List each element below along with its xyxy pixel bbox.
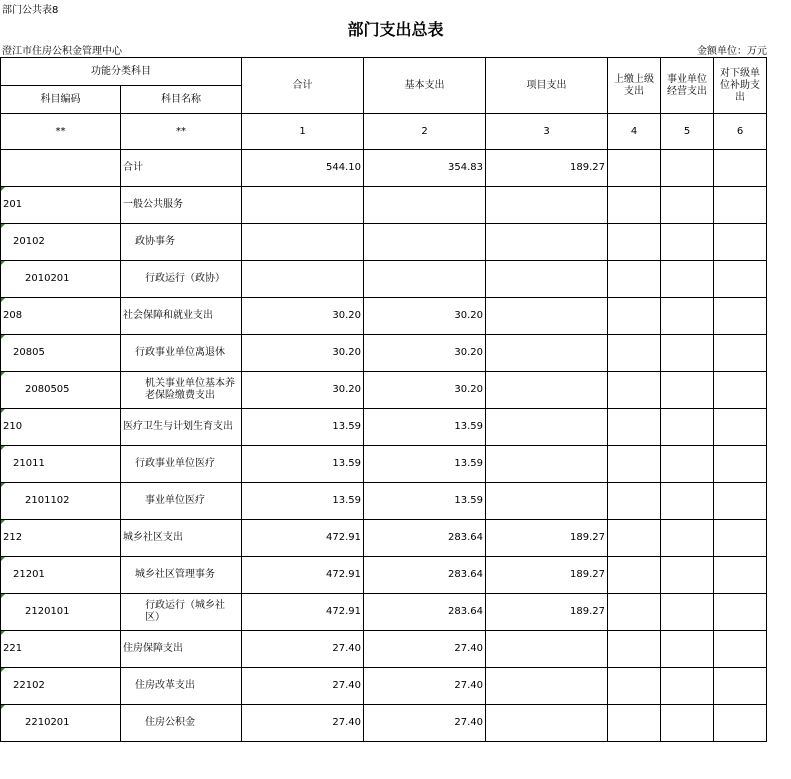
- cell-basic: 30.20: [364, 372, 486, 409]
- cell-business: [661, 483, 714, 520]
- cell-project: [486, 446, 608, 483]
- cell-lower: [714, 372, 767, 409]
- cell-name: 机关事业单位基本养老保险缴费支出: [121, 372, 242, 409]
- cell-total: 27.40: [242, 631, 364, 668]
- table-row: [1, 261, 767, 298]
- cell-code: 210: [1, 409, 121, 446]
- cell-name: 住房保障支出: [121, 631, 242, 668]
- cell-name: 一般公共服务: [121, 187, 242, 224]
- cell-upper: [608, 150, 661, 187]
- cell-business: [661, 446, 714, 483]
- cell-upper: [608, 520, 661, 557]
- cell-project: [486, 409, 608, 446]
- cell-upper: [608, 668, 661, 705]
- cell-business: [661, 594, 714, 631]
- cell-business: [661, 335, 714, 372]
- cell-total: [242, 224, 364, 261]
- cell-name: 社会保障和就业支出: [121, 298, 242, 335]
- cell-total: 13.59: [242, 446, 364, 483]
- cell-code: 201: [1, 187, 121, 224]
- cell-upper: [608, 409, 661, 446]
- cell-business: [661, 668, 714, 705]
- cell-project: [486, 261, 608, 298]
- cell-total: 27.40: [242, 705, 364, 742]
- cell-lower: [714, 261, 767, 298]
- cell-total: [242, 261, 364, 298]
- cell-basic: 27.40: [364, 705, 486, 742]
- amount-unit: 金额单位：万元: [697, 46, 767, 57]
- cell-upper: [608, 631, 661, 668]
- cell-project: [486, 483, 608, 520]
- cell-total: 13.59: [242, 483, 364, 520]
- expenditure-table: [0, 57, 767, 742]
- cell-upper: [608, 187, 661, 224]
- cell-total: 30.20: [242, 335, 364, 372]
- table-row: [1, 446, 767, 483]
- cell-basic: 13.59: [364, 483, 486, 520]
- cell-project: 189.27: [486, 557, 608, 594]
- cell-project: [486, 298, 608, 335]
- cell-upper: [608, 483, 661, 520]
- cell-name: 行政运行（城乡社区）: [121, 594, 242, 631]
- cell-code: 20805: [1, 335, 121, 372]
- cell-basic: 283.64: [364, 594, 486, 631]
- cell-lower: [714, 187, 767, 224]
- cell-total: 472.91: [242, 557, 364, 594]
- cell-upper: [608, 261, 661, 298]
- cell-upper: [608, 224, 661, 261]
- index-cell: 2: [364, 114, 486, 150]
- table-row: [1, 224, 767, 261]
- cell-name: 行政运行（政协）: [121, 261, 242, 298]
- header-code: 科目编码: [1, 86, 121, 114]
- cell-code: 21011: [1, 446, 121, 483]
- cell-basic: 13.59: [364, 409, 486, 446]
- cell-code: 22102: [1, 668, 121, 705]
- cell-business: [661, 631, 714, 668]
- cell-lower: [714, 705, 767, 742]
- cell-project: [486, 372, 608, 409]
- cell-lower: [714, 557, 767, 594]
- index-cell: **: [1, 114, 121, 150]
- cell-basic: 13.59: [364, 446, 486, 483]
- cell-lower: [714, 409, 767, 446]
- cell-name: 合计: [121, 150, 242, 187]
- cell-lower: [714, 298, 767, 335]
- cell-name: 行政事业单位离退休: [121, 335, 242, 372]
- index-cell: 3: [486, 114, 608, 150]
- index-cell: 4: [608, 114, 661, 150]
- cell-business: [661, 261, 714, 298]
- cell-lower: [714, 446, 767, 483]
- cell-basic: 283.64: [364, 557, 486, 594]
- cell-code: 2210201: [1, 705, 121, 742]
- cell-upper: [608, 298, 661, 335]
- cell-lower: [714, 520, 767, 557]
- cell-basic: 30.20: [364, 335, 486, 372]
- cell-basic: 283.64: [364, 520, 486, 557]
- cell-basic: [364, 224, 486, 261]
- cell-upper: [608, 557, 661, 594]
- cell-business: [661, 705, 714, 742]
- cell-business: [661, 298, 714, 335]
- index-cell: 6: [714, 114, 767, 150]
- cell-total: 544.10: [242, 150, 364, 187]
- cell-total: [242, 187, 364, 224]
- cell-name: 城乡社区支出: [121, 520, 242, 557]
- cell-lower: [714, 483, 767, 520]
- cell-code: 2120101: [1, 594, 121, 631]
- cell-name: 事业单位医疗: [121, 483, 242, 520]
- cell-name: 医疗卫生与计划生育支出: [121, 409, 242, 446]
- cell-total: 30.20: [242, 298, 364, 335]
- cell-project: 189.27: [486, 594, 608, 631]
- table-body: [1, 150, 767, 742]
- table-row: [1, 520, 767, 557]
- table-row: [1, 483, 767, 520]
- index-cell: 5: [661, 114, 714, 150]
- cell-business: [661, 187, 714, 224]
- cell-basic: 27.40: [364, 668, 486, 705]
- table-row: [1, 150, 767, 187]
- cell-business: [661, 150, 714, 187]
- table-row: [1, 187, 767, 224]
- cell-basic: 27.40: [364, 631, 486, 668]
- cell-code: 21201: [1, 557, 121, 594]
- cell-code: 20102: [1, 224, 121, 261]
- cell-total: 13.59: [242, 409, 364, 446]
- cell-basic: [364, 187, 486, 224]
- cell-total: 472.91: [242, 594, 364, 631]
- cell-code: 212: [1, 520, 121, 557]
- page-title: 部门支出总表: [347, 20, 444, 39]
- cell-lower: [714, 631, 767, 668]
- cell-lower: [714, 668, 767, 705]
- header-project: 项目支出: [486, 58, 608, 114]
- cell-code: [1, 150, 121, 187]
- index-cell: **: [121, 114, 242, 150]
- cell-upper: [608, 446, 661, 483]
- cell-project: [486, 631, 608, 668]
- cell-project: [486, 668, 608, 705]
- cell-upper: [608, 705, 661, 742]
- cell-name: 政协事务: [121, 224, 242, 261]
- header-lower: 对下级单位补助支出: [714, 58, 767, 114]
- table-row: [1, 409, 767, 446]
- cell-name: 城乡社区管理事务: [121, 557, 242, 594]
- cell-business: [661, 520, 714, 557]
- cell-upper: [608, 335, 661, 372]
- cell-upper: [608, 372, 661, 409]
- table-row: [1, 335, 767, 372]
- table-row: [1, 668, 767, 705]
- cell-lower: [714, 594, 767, 631]
- sheet-id: 部门公共表8: [2, 5, 59, 16]
- cell-basic: 354.83: [364, 150, 486, 187]
- cell-basic: 30.20: [364, 298, 486, 335]
- cell-business: [661, 224, 714, 261]
- cell-lower: [714, 150, 767, 187]
- cell-project: 189.27: [486, 150, 608, 187]
- cell-project: [486, 224, 608, 261]
- cell-project: 189.27: [486, 520, 608, 557]
- index-cell: 1: [242, 114, 364, 150]
- cell-lower: [714, 335, 767, 372]
- cell-name: 行政事业单位医疗: [121, 446, 242, 483]
- header-total: 合计: [242, 58, 364, 114]
- cell-upper: [608, 594, 661, 631]
- table-row: [1, 631, 767, 668]
- cell-code: 2010201: [1, 261, 121, 298]
- table-row: [1, 298, 767, 335]
- cell-business: [661, 372, 714, 409]
- cell-total: 472.91: [242, 520, 364, 557]
- header-business: 事业单位经营支出: [661, 58, 714, 114]
- cell-project: [486, 705, 608, 742]
- cell-code: 2101102: [1, 483, 121, 520]
- header-upper: 上缴上级支出: [608, 58, 661, 114]
- cell-business: [661, 409, 714, 446]
- cell-business: [661, 557, 714, 594]
- cell-lower: [714, 224, 767, 261]
- cell-name: 住房公积金: [121, 705, 242, 742]
- header-func-class: 功能分类科目: [1, 58, 242, 86]
- index-row: [1, 114, 767, 150]
- cell-basic: [364, 261, 486, 298]
- cell-code: 2080505: [1, 372, 121, 409]
- header-basic: 基本支出: [364, 58, 486, 114]
- cell-total: 30.20: [242, 372, 364, 409]
- table-row: [1, 372, 767, 409]
- table-row: [1, 594, 767, 631]
- organization-name: 澄江市住房公积金管理中心: [2, 46, 122, 57]
- cell-name: 住房改革支出: [121, 668, 242, 705]
- cell-project: [486, 187, 608, 224]
- header-name: 科目名称: [121, 86, 242, 114]
- cell-project: [486, 335, 608, 372]
- cell-total: 27.40: [242, 668, 364, 705]
- cell-code: 221: [1, 631, 121, 668]
- table-row: [1, 705, 767, 742]
- table-row: [1, 557, 767, 594]
- cell-code: 208: [1, 298, 121, 335]
